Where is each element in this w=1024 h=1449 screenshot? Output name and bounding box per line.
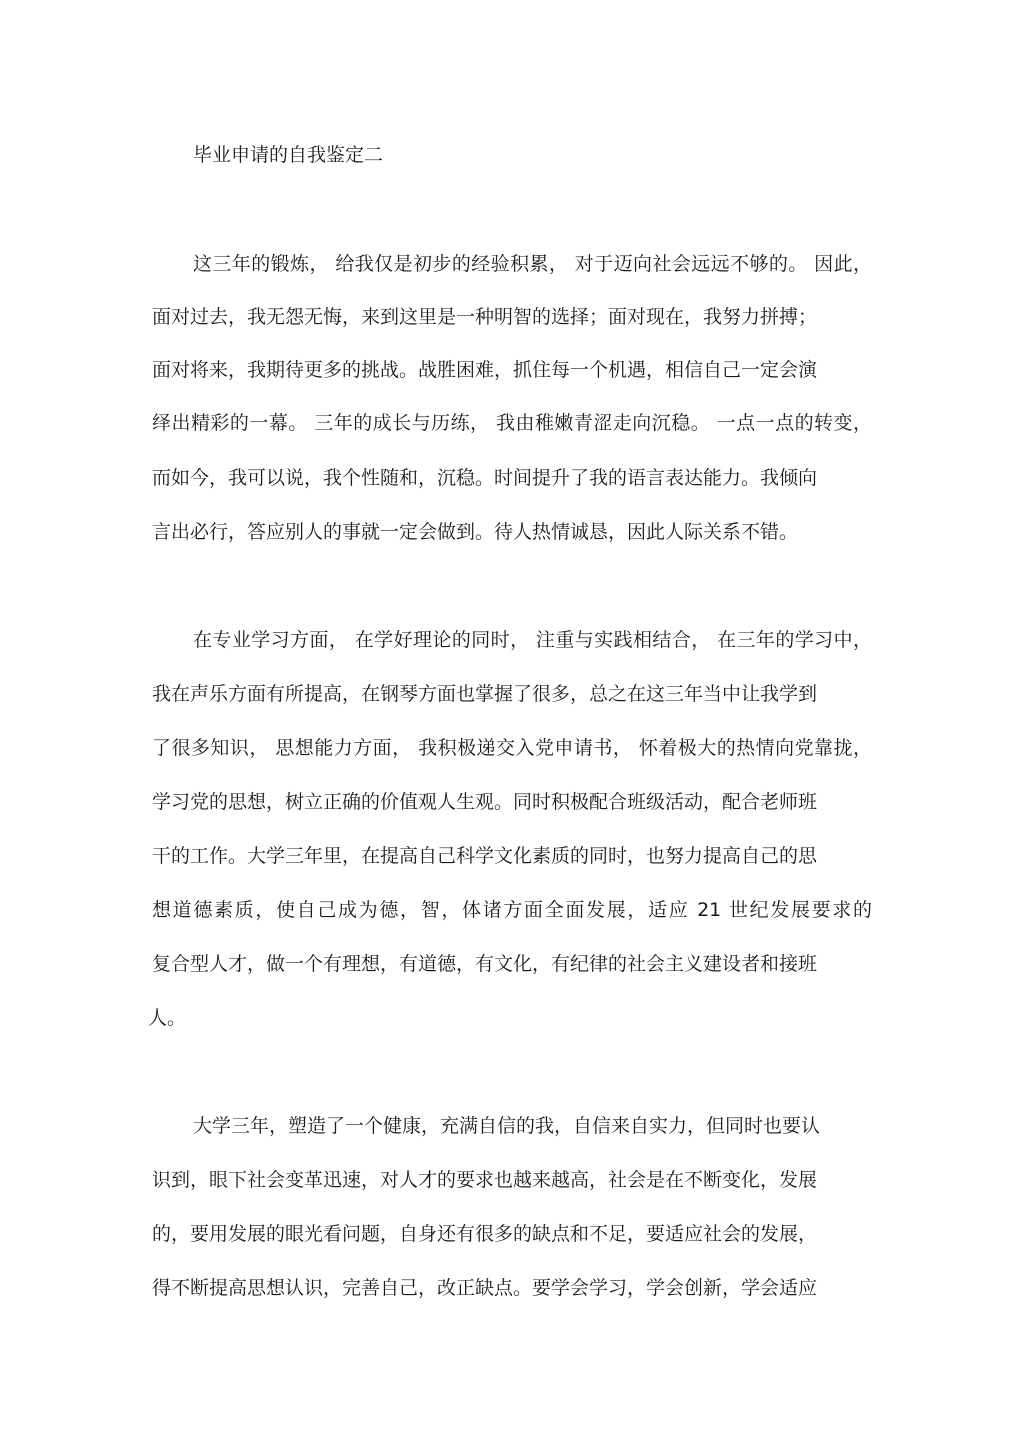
- paragraph-1-line-1: 这三年的锻炼， 给我仅是初步的经验积累， 对于迈向社会远远不够的。 因此，: [193, 253, 872, 275]
- paragraph-1-line-4: 绎出精彩的一幕。 三年的成长与历练， 我由稚嫩青涩走向沉稳。 一点一点的转变，: [152, 412, 872, 434]
- paragraph-3-line-3: 的，要用发展的眼光看问题，自身还有很多的缺点和不足，要适应社会的发展，: [152, 1223, 818, 1245]
- paragraph-1-line-6: 言出必行，答应别人的事就一定会做到。待人热情诚恳，因此人际关系不错。: [152, 521, 799, 543]
- paragraph-3-line-4: 得不断提高思想认识，完善自己，改正缺点。要学会学习，学会创新，学会适应: [152, 1277, 818, 1299]
- paragraph-1-line-2: 面对过去，我无怨无悔，来到这里是一种明智的选择；面对现在，我努力拼搏；: [152, 306, 818, 328]
- paragraph-2-line-5: 干的工作。大学三年里，在提高自己科学文化素质的同时，也努力提高自己的思: [152, 845, 818, 867]
- paragraph-1-line-3: 面对将来，我期待更多的挑战。战胜困难，抓住每一个机遇，相信自己一定会演: [152, 359, 818, 381]
- paragraph-2-line-1: 在专业学习方面， 在学好理论的同时， 注重与实践相结合， 在三年的学习中，: [193, 629, 872, 651]
- paragraph-3-line-2: 识到，眼下社会变革迅速，对人才的要求也越来越高，社会是在不断变化，发展: [152, 1169, 818, 1191]
- paragraph-2-line-2: 我在声乐方面有所提高，在钢琴方面也掌握了很多，总之在这三年当中让我学到: [152, 683, 818, 705]
- paragraph-2-line-8: 人。: [148, 1007, 187, 1029]
- paragraph-2-line-4: 学习党的思想，树立正确的价值观人生观。同时积极配合班级活动，配合老师班: [152, 791, 818, 813]
- paragraph-1-line-5: 而如今，我可以说，我个性随和，沉稳。时间提升了我的语言表达能力。我倾向: [152, 467, 818, 489]
- paragraph-3-line-1: 大学三年，塑造了一个健康，充满自信的我，自信来自实力，但同时也要认: [193, 1115, 821, 1137]
- document-title: 毕业申请的自我鉴定二: [193, 144, 384, 166]
- paragraph-2-line-7: 复合型人才，做一个有理想，有道德，有文化，有纪律的社会主义建设者和接班: [152, 953, 818, 975]
- paragraph-2-line-3: 了很多知识， 思想能力方面， 我积极递交入党申请书， 怀着极大的热情向党靠拢，: [152, 737, 872, 759]
- paragraph-2-line-6: 想道德素质，使自己成为德，智，体诸方面全面发展，适应 21 世纪发展要求的: [152, 899, 872, 921]
